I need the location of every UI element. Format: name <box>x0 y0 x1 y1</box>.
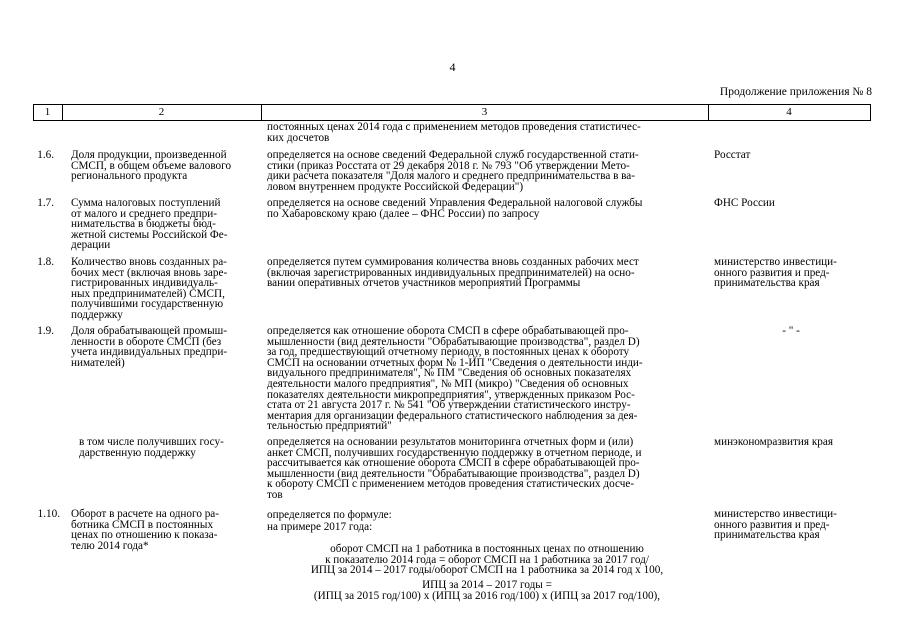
data-source <box>714 437 833 448</box>
formula-cpi <box>267 580 707 601</box>
calculation-method <box>267 509 392 533</box>
text-line: определяется на основе сведений Федеральной служб государственной стати- <box>267 149 639 161</box>
row-number: 1.10. <box>37 508 60 520</box>
formula-line: оборот СМСП на 1 работника в постоянных ценах по отношению <box>330 543 644 555</box>
text-line: стики (приказ Росстата от 29 декабря 2018 г. № 793 "Об утверждении Мето- <box>267 159 630 172</box>
text-line: рассчитывается как отношение оборота СМСП в сфере обрабатывающей про- <box>267 457 640 470</box>
text-line: постоянных ценах 2014 года с применением методов проведения статистичес- <box>267 121 641 133</box>
text-line: деятельности малого предприятия", № МП (микро) "Сведения об основных <box>267 377 629 390</box>
text-line: Доля продукции, произведенной <box>71 149 227 161</box>
text-line: принимательства края <box>714 277 820 290</box>
text-line: онного развития и пред- <box>714 266 830 279</box>
indicator-name <box>71 326 227 368</box>
text-line: телю 2014 года* <box>71 539 149 552</box>
text-line: поддержку <box>71 308 123 321</box>
text-line: ких досчетов <box>267 131 330 144</box>
text-line: мышленности (вид деятельности "Обрабатывающие производства", раздел D) <box>267 335 640 348</box>
text-line: онного развития и пред- <box>714 518 830 531</box>
row-number: 1.7. <box>37 197 54 209</box>
column-header: 1 <box>44 106 51 118</box>
carryover-text <box>267 122 641 143</box>
text-line: к обороту СМСП с применением методов проведения статистических досче- <box>267 478 635 491</box>
text-line: - " - <box>782 325 800 337</box>
data-source <box>714 257 837 289</box>
text-line: регионального продукта <box>71 170 188 183</box>
text-line: нимателей) <box>71 356 125 369</box>
text-line: гистрированных индивидуаль- <box>71 277 218 290</box>
text-line: Сумма налоговых поступлений <box>71 197 221 209</box>
text-line: минэкономразвития края <box>714 436 833 448</box>
text-line: ценах по отношению к показа- <box>71 529 218 542</box>
text-line: дарственную поддержку <box>79 446 196 459</box>
page-number: 4 <box>449 60 456 74</box>
text-line: на примере 2017 года: <box>267 521 373 533</box>
row-number: 1.9. <box>37 325 54 337</box>
text-line: за год, предшествующий отчетному периоду, в постоянных ценах к обороту <box>267 346 630 359</box>
text-line: жетной системы Российской Фе- <box>71 228 228 241</box>
indicator-name <box>71 150 231 182</box>
text-line: определяется на основании результатов мониторинга отчетных форм и (или) <box>267 436 634 448</box>
data-source <box>714 326 868 337</box>
formula-turnover <box>267 544 707 576</box>
text-line: в том числе получивших госу- <box>79 436 224 448</box>
text-line: принимательства края <box>714 529 820 542</box>
text-line: мышленности (вид деятельности "Обрабатывающие производства", раздел D) <box>267 467 640 480</box>
text-line: определяется как отношение оборота СМСП в сфере обрабатывающей про- <box>267 325 629 337</box>
text-line: ных предпринимателей) СМСП, <box>71 287 225 300</box>
text-line: министерство инвестици- <box>714 508 837 520</box>
row-number: 1.8. <box>37 256 54 268</box>
continuation-caption: Продолжение приложения № 8 <box>719 86 872 98</box>
text-line: показателях деятельности микропредприятия", утвержденных приказом Рос- <box>267 388 635 401</box>
text-line: определяется путем суммирования количества вновь созданных рабочих мест <box>267 256 639 268</box>
text-line: анкет СМСП, получивших государственную поддержку в отчетном периоде, и <box>267 446 642 459</box>
indicator-name <box>71 257 227 321</box>
text-line: дики расчета показателя "Доля малого и среднего предпринимательства в ва- <box>267 170 635 183</box>
text-line: вании оперативных отчетов участников мероприятий Программы <box>267 277 581 290</box>
row-number: 1.6. <box>37 149 54 161</box>
text-line: бочих мест (включая вновь заре- <box>71 266 228 279</box>
calculation-method <box>267 150 639 192</box>
calculation-method <box>267 326 643 432</box>
text-line: определяется по формуле: <box>267 509 392 521</box>
text-line: министерство инвестици- <box>714 256 837 268</box>
text-line: от малого и среднего предпри- <box>71 207 217 220</box>
text-line: нимательства в бюджеты бюд- <box>71 218 216 231</box>
text-line: Росстат <box>714 149 751 161</box>
text-line: по Хабаровскому краю (далее – ФНС России) по запросу <box>267 207 540 220</box>
text-line: ленности в обороте СМСП (без <box>71 335 222 348</box>
text-line: СМСП на основании отчетных форм № 1-ИП "Сведения о деятельности инди- <box>267 356 643 369</box>
text-line: учета индивидуальных предпри- <box>71 346 228 359</box>
column-header: 4 <box>786 106 792 118</box>
indicator-name <box>79 437 224 458</box>
calculation-method <box>267 198 642 219</box>
data-source <box>714 198 775 209</box>
indicator-name <box>71 509 219 551</box>
formula-line: ИПЦ за 2014 – 2017 годы = <box>422 579 552 591</box>
calculation-method <box>267 257 639 289</box>
text-line: дерации <box>71 239 111 252</box>
column-header: 2 <box>158 106 165 118</box>
indicator-name <box>71 198 227 251</box>
text-line: Доля обрабатывающей промыш- <box>71 325 227 337</box>
data-source <box>714 509 837 541</box>
formula-line: к показателю 2014 года = оборот СМСП на 1 работника за 2017 год/ <box>325 553 649 566</box>
data-source <box>714 150 750 161</box>
text-line: видуального предпринимателя", № ПМ "Сведения об основных показателях <box>267 367 632 380</box>
text-line: тельностью предприятий" <box>267 420 392 433</box>
column-header-row <box>33 104 871 121</box>
text-line: ментария для организации федерального статистического наблюдения за дея- <box>267 409 638 422</box>
text-line: определяется на основе сведений Управления Федеральной налоговой службы <box>267 197 643 209</box>
text-line: тов <box>267 488 283 501</box>
calculation-method <box>267 437 641 501</box>
text-line: ФНС России <box>714 197 775 209</box>
text-line: Оборот в расчете на одного ра- <box>71 508 219 520</box>
text-line: (включая зарегистрированных индивидуальных предпринимателей) на осно- <box>267 266 635 279</box>
text-line: Количество вновь созданных ра- <box>71 256 227 268</box>
column-header: 3 <box>481 106 488 118</box>
formula-line: ИПЦ за 2014 – 2017 годы/оборот СМСП на 1 работника за 2014 год х 100, <box>310 564 664 577</box>
text-line: СМСП, в общем объеме валового <box>71 159 232 172</box>
text-line: ловом внутреннем продукте Российской Федерации") <box>267 180 524 193</box>
text-line: стата от 21 августа 2017 г. № 541 "Об утверждении статистического инстру- <box>267 399 631 412</box>
text-line: ботника СМСП в постоянных <box>71 518 214 531</box>
formula-line: (ИПЦ за 2015 год/100) х (ИПЦ за 2016 год/100) х (ИПЦ за 2017 год/100), <box>313 589 661 602</box>
text-line: получившими государственную <box>71 298 224 311</box>
